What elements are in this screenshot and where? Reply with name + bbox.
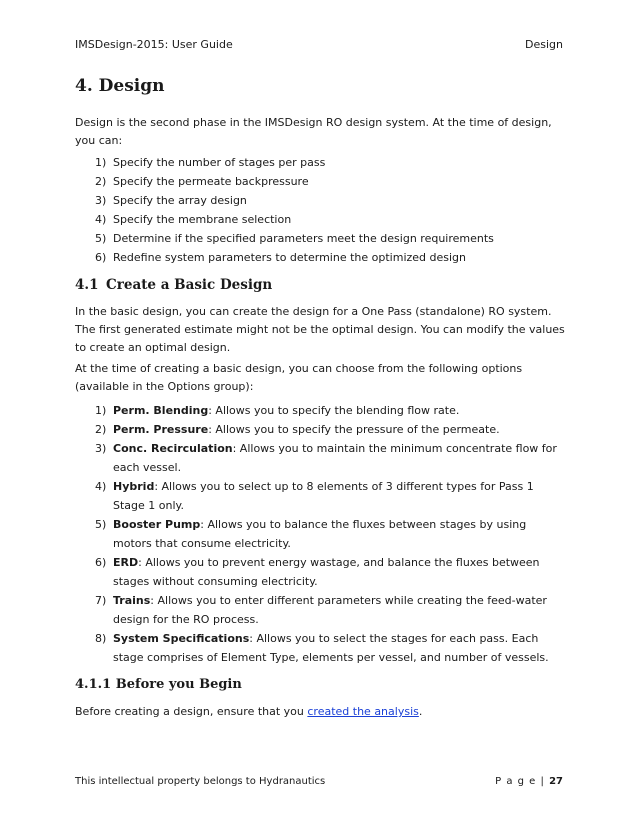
list-item: 7) Trains: Allows you to enter different parameters while creating the feed-water design for the RO process.: [95, 594, 547, 626]
list-item: 3) Specify the array design: [95, 194, 247, 207]
list-item: 6) ERD: Allows you to prevent energy wastage, and balance the fluxes between stages without consuming electricity.: [95, 556, 540, 588]
list-item: 3) Conc. Recirculation: Allows you to maintain the minimum concentrate flow for each vessel.: [95, 442, 557, 474]
section-heading-4-1: 4.1 Create a Basic Design: [75, 277, 273, 293]
list-item: 6) Redefine system parameters to determine the optimized design: [95, 251, 467, 264]
basic-design-paragraph: In the basic design, you can create the design for a One Pass (standalone) RO system. The first generated estimate might not be the optimal design. You can modify the values to create an optimal design.: [75, 305, 565, 354]
footer-page-number: P a g e | 27: [495, 776, 563, 787]
list-item: 5) Determine if the specified parameters meet the design requirements: [95, 232, 494, 245]
footer-copyright: This intellectual property belongs to Hydranautics: [75, 776, 326, 787]
design-capabilities-list: [95, 153, 565, 267]
running-header-title: IMSDesign-2015: User Guide: [75, 38, 233, 51]
intro-paragraph: Design is the second phase in the IMSDesign RO design system. At the time of design, you can:: [75, 116, 552, 147]
list-item: 1) Specify the number of stages per pass: [95, 156, 326, 169]
created-analysis-link[interactable]: created the analysis: [307, 705, 419, 718]
list-item: 5) Booster Pump: Allows you to balance the fluxes between stages by using motors that consume electricity.: [95, 518, 527, 550]
options-intro-paragraph: At the time of creating a basic design, you can choose from the following options (available in the Options group):: [75, 362, 523, 393]
list-item: 4) Specify the membrane selection: [95, 213, 292, 226]
list-item: 1) Perm. Blending: Allows you to specify the blending flow rate.: [95, 404, 460, 417]
running-header-section: Design: [525, 38, 563, 51]
list-item: 2) Perm. Pressure: Allows you to specify the pressure of the permeate.: [95, 423, 500, 436]
before-begin-paragraph: Before creating a design, ensure that you created the analysis.: [75, 705, 423, 718]
chapter-heading: 4. Design: [75, 76, 165, 96]
list-item: 8) System Specifications: Allows you to select the stages for each pass. Each stage comprises of Element Type, elements per vessel, and number of vessels.: [95, 632, 549, 664]
list-item: 4) Hybrid: Allows you to select up to 8 elements of 3 different types for Pass 1 Stage 1 only.: [95, 480, 534, 512]
list-item: 2) Specify the permeate backpressure: [95, 175, 309, 188]
section-heading-4-1-1: 4.1.1 Before you Begin: [75, 677, 242, 692]
options-list: [95, 401, 565, 667]
